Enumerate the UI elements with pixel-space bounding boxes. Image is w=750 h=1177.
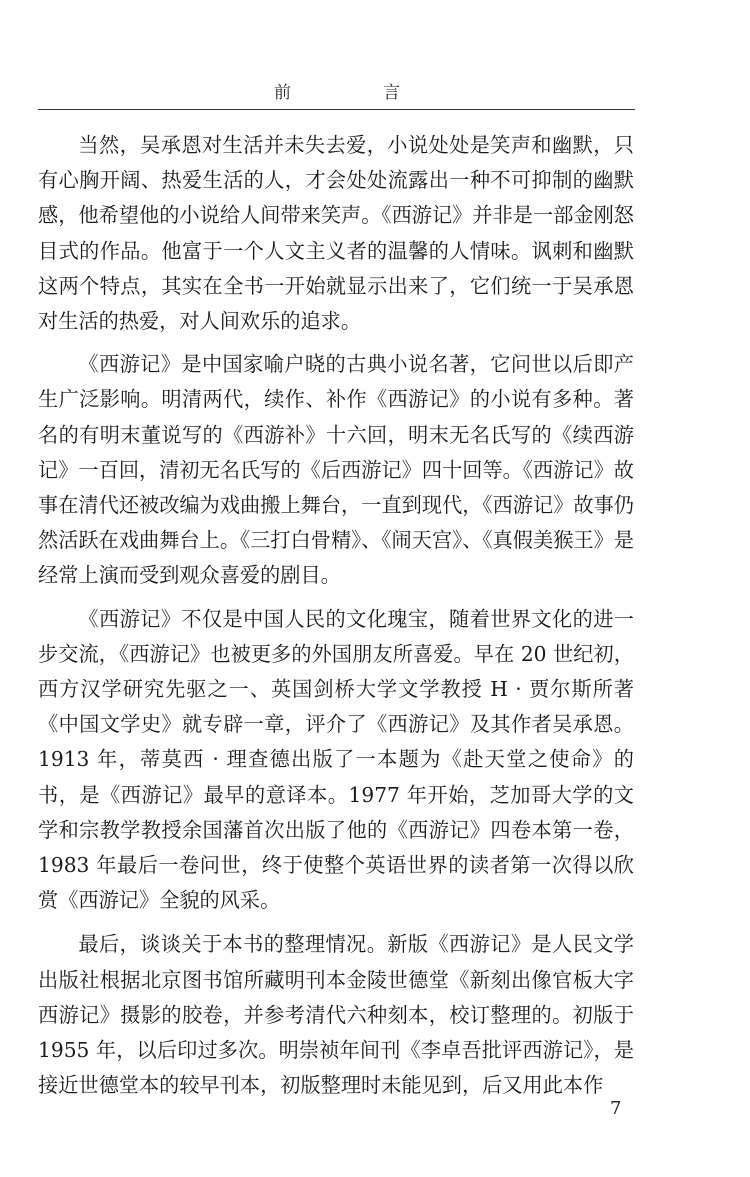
paragraph-2: 《西游记》是中国家喻户晓的古典小说名著，它问世以后即产生广泛影响。明清两代，续作、补作《西游记》的小说有多种。著名的有明末董说写的《西游补》十六回，明末无名氏写的《续西游记》一百回，清初无名氏写的《后西游记》四十回等。《西游记》故事在清代还被改编为戏曲搬上舞台，一直到现代，《西游记》故事仍然活跃在戏曲舞台上。《三打白骨精》、《闹天宫》、《真假美猴王》是经常上演而受到观众喜爱的剧目。 <box>38 352 634 588</box>
paragraph-1: 当然，吴承恩对生活并未失去爱，小说处处是笑声和幽默，只有心胸开阔、热爱生活的人，才会处处流露出一种不可抑制的幽默感，他希望他的小说给人间带来笑声。《西游记》并非是一部金刚怒目式的作品。他富于一个人文主义者的温馨的人情味。讽刺和幽默这两个特点，其实在全书一开始就显示出来了，它们统一于吴承恩对生活的热爱，对人间欢乐的追求。 <box>38 133 634 334</box>
paragraph-4: 最后，谈谈关于本书的整理情况。新版《西游记》是人民文学出版社根据北京图书馆所藏明刊本金陵世德堂《新刻出像官板大字西游记》摄影的胶卷，并参考清代六种刻本，校订整理的。初版于 1955 年，以后印过多次。明崇祯年间刊《李卓吾批评西游记》，是接近世德堂本的较早刊本，初版整理时未能见到，后又用此本作 <box>38 932 634 1098</box>
header-title-char-2: 言 <box>383 83 400 103</box>
header-title-char-1: 前 <box>274 83 291 103</box>
page-number: 7 <box>610 1098 622 1119</box>
paragraph-3: 《西游记》不仅是中国人民的文化瑰宝，随着世界文化的进一步交流，《西游记》也被更多的外国朋友所喜爱。早在 20 世纪初，西方汉学研究先驱之一、英国剑桥大学文学教授 H · 贾尔斯所著《中国文学史》就专辟一章，评介了《西游记》及其作者吴承恩。1913 年，蒂莫西 · 理查德出版了一本题为《赴天堂之使命》的书，是《西游记》最早的意译本。1977 年开始，芝加哥大学的文学和宗教学教授余国藩首次出版了他的《西游记》四卷本第一卷，1983 年最后一卷问世，终于使整个英语世界的读者第一次得以欣赏《西游记》全貌的风采。 <box>38 606 634 913</box>
body-text <box>38 128 634 1111</box>
running-header <box>38 78 634 106</box>
header-rule <box>38 109 635 110</box>
